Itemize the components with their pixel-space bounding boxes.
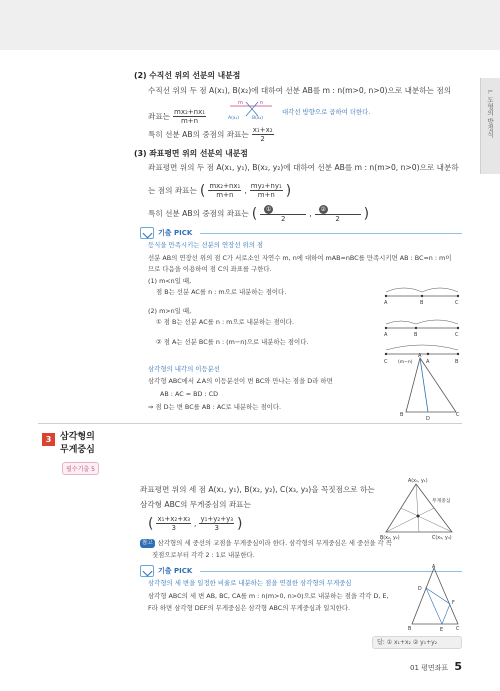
heading-plane-division: (3) 좌표평면 위의 선분의 내분점	[134, 149, 248, 158]
svg-text:A: A	[418, 353, 422, 359]
svg-text:C: C	[384, 359, 388, 365]
fraction-numerator: mx₂+nx₁	[174, 108, 206, 116]
chapter-side-tab[interactable]	[480, 78, 500, 174]
pick-label: 기출 PICK	[158, 229, 193, 237]
line-division-fraction	[173, 108, 206, 125]
pick1-case1-head: (1) m<n일 때,	[148, 277, 192, 285]
svg-text:B: B	[420, 300, 424, 306]
bisector-triangle-diagram	[398, 352, 462, 422]
svg-text:A: A	[384, 300, 388, 306]
segment-case-1	[384, 288, 459, 306]
blank-2[interactable]: ②	[320, 206, 326, 213]
pick2-triangle-diagram	[408, 564, 462, 632]
pick-check-icon	[140, 227, 154, 239]
fraction-denominator: 3	[171, 524, 176, 532]
centroid-y-fraction	[199, 515, 234, 532]
heading-line-division: (2) 수직선 위의 선분의 내분점	[134, 71, 241, 80]
chapter-side-tab-label: I. 도형의 방정식	[486, 90, 494, 138]
svg-text:B: B	[408, 627, 412, 632]
svg-text:C: C	[456, 412, 460, 418]
svg-text:D: D	[426, 416, 430, 422]
plane-y-fraction	[250, 182, 283, 199]
section-title-line2: 무게중심	[60, 445, 95, 455]
page-number: 5	[454, 660, 463, 673]
line-division-desc: 수직선 위의 두 점 A(x₁), B(x₂)에 대하여 선분 AB를 m : n(m>0, n>0)으로 내분하는 점의	[148, 86, 452, 95]
pick1-title: 등식을 만족시키는 선분의 연장선 위의 점	[148, 241, 264, 249]
pick1-line2: 므로 다음을 이용하여 점 C의 좌표를 구한다.	[148, 265, 272, 273]
centroid-triangle-diagram	[380, 476, 462, 540]
plane-midpoint-text: 특히 선분 AB의 중점의 좌표는	[148, 209, 249, 218]
diagram-label-n: n	[260, 100, 264, 106]
svg-text:C: C	[456, 627, 460, 632]
svg-text:A: A	[432, 565, 436, 570]
note-badge: 참고	[142, 540, 153, 546]
centroid-x-fraction	[156, 515, 191, 532]
fraction-denominator: m+n	[216, 191, 234, 199]
must-badge[interactable]: 필수기출 5	[62, 462, 99, 475]
pick1-case2-b: ② 점 A는 선분 BC를 n : (m−n)으로 내분하는 점이다.	[156, 338, 309, 346]
section-number-badge: 3	[42, 433, 55, 446]
bisector-title: 삼각형의 내각의 이등분선	[148, 365, 220, 373]
section-title	[60, 431, 95, 457]
centroid-note2: 짓점으로부터 각각 2 : 1로 내분한다.	[152, 551, 255, 559]
fraction-denominator: 2	[335, 215, 340, 223]
line-division-formula	[148, 108, 206, 125]
centroid-desc: 좌표평면 위의 세 점 A(x₁, y₁), B(x₂, y₂), C(x₃, y₃)을 꼭짓점으로 하는	[140, 485, 375, 494]
pick-header-1	[140, 227, 192, 239]
line-midpoint-text: 특히 선분 AB의 중점의 좌표는	[148, 129, 249, 139]
line-midpoint	[148, 126, 274, 143]
svg-text:(m−n): (m−n)	[398, 360, 413, 365]
pick-check-icon	[140, 565, 154, 577]
svg-text:B: B	[455, 359, 459, 365]
svg-text:C: C	[455, 332, 459, 338]
fraction-numerator: y₁+y₂+y₃	[200, 515, 234, 523]
pick1-case2-head: (2) m>n일 때,	[148, 307, 192, 315]
plane-division-formula: 는 점의 좌표는 ( $\frac{\text{mx₂+nx₁}}{m+n}$ , $\frac{\text{my₂+ny₁}}{m+n}$ )	[148, 182, 292, 199]
pick1-case1-body: 점 B는 선분 AC를 n : m으로 내분하는 점이다.	[156, 288, 287, 296]
blank-fraction-2	[315, 205, 361, 223]
svg-text:B: B	[400, 412, 404, 418]
pick1-case2-a: ① 점 B는 선분 AC를 n : m으로 내분하는 점이다.	[156, 318, 295, 326]
bisector-line1: 삼각형 ABC에서 ∠A의 이등분선이 변 BC와 만나는 점을 D라 하면	[148, 377, 333, 385]
bisector-line3: ⇒ 점 D는 변 BC를 AB : AC로 내분하는 점이다.	[148, 403, 282, 411]
pick1-line1: 선분 AB의 연장선 위의 점 C가 서로소인 자연수 m, n에 대하여 mAB=nBC를 만족시키면 AB : BC=n : m이	[148, 254, 452, 262]
centroid-label-b: B(x₂, y₂)	[380, 536, 400, 540]
pick2-line2: F라 하면 삼각형 DEF의 무게중심은 삼각형 ABC의 무게중심과 일치한다.	[148, 604, 351, 612]
fraction-denominator: 2	[280, 215, 286, 223]
bisector-line2: AB : AC = BD : CD	[160, 390, 219, 398]
diagram-label-a: A(x₁)	[228, 116, 240, 120]
centroid-note1: 삼각형의 세 중선의 교점을 무게중심이라 한다. 삼각형의 무게중심은 세 중선을 각 꼭	[157, 539, 392, 547]
pick2-title: 삼각형의 세 변을 일정한 비율로 내분하는 점을 연결한 삼각형의 무게중심	[148, 579, 352, 587]
centroid-formula: ( $\frac{\text{x₁+x₂+x₃}}{3}$ , $\frac{\text{y₁+y₂+y₃}}{3}$ )	[148, 515, 243, 532]
chapter-name: 01 평면좌표	[410, 664, 449, 672]
fraction-denominator: m+n	[257, 191, 275, 199]
fraction-numerator: mx₂+nx₁	[209, 182, 241, 190]
answer-hint: 답: ① x₁+x₂ ② y₁+y₂	[372, 636, 462, 649]
pick-label: 기출 PICK	[158, 567, 193, 575]
line-midpoint-fraction	[252, 126, 274, 143]
fraction-numerator: my₂+ny₁	[250, 182, 282, 190]
plane-x-fraction	[208, 182, 241, 199]
plane-division-desc2: 는 점의 좌표는	[148, 185, 197, 195]
coord-prefix: 좌표는	[148, 111, 171, 121]
pick2-line1: 삼각형 ABC의 세 변 AB, BC, CA를 m : n(m>0, n>0)으로 내분하는 점을 각각 D, E,	[148, 592, 389, 600]
cross-multiply-diagram	[226, 98, 276, 120]
centroid-desc2: 삼각형 ABC의 무게중심의 좌표는	[140, 500, 251, 509]
centroid-label-c: C(x₃, y₃)	[432, 536, 452, 540]
pick-divider	[200, 233, 462, 234]
pick-header-2	[140, 565, 192, 577]
blank-fraction-1	[260, 205, 306, 223]
fraction-numerator: x₁+x₂	[252, 126, 273, 134]
centroid-note	[140, 539, 392, 548]
svg-text:C: C	[455, 300, 459, 306]
svg-text:A: A	[384, 332, 388, 338]
plane-division-desc: 좌표평면 위의 두 점 A(x₁, y₁), B(x₂, y₂)에 대하여 선분 AB를 m : n(m>0, n>0)으로 내분하	[148, 163, 459, 172]
segment-case-2a	[384, 320, 459, 338]
section-title-line1: 삼각형의	[60, 432, 95, 442]
svg-text:E: E	[440, 628, 444, 632]
fraction-denominator: 2	[260, 135, 265, 143]
blank-1[interactable]: ①	[266, 206, 272, 213]
centroid-label-a: A(x₁, y₁)	[408, 479, 428, 484]
fraction-denominator: m+n	[180, 117, 199, 125]
section-divider	[38, 423, 462, 424]
fraction-denominator: 3	[214, 524, 219, 532]
plane-midpoint: 특히 선분 AB의 중점의 좌표는 ( $\frac{\text{①}}{2}$ , $\frac{\text{②}}{2}$ )	[148, 206, 370, 223]
svg-text:F: F	[452, 601, 455, 606]
centroid-label-g: 무게중심	[432, 499, 451, 504]
top-band	[0, 0, 500, 50]
cross-multiply-note: 대각선 방향으로 곱하여 더한다.	[282, 108, 371, 116]
svg-text:D: D	[418, 587, 422, 592]
diagram-label-b: B(x₂)	[252, 116, 264, 120]
diagram-label-m: m	[238, 100, 243, 106]
page-footer	[410, 660, 462, 673]
fraction-numerator: x₁+x₂+x₃	[157, 515, 191, 523]
svg-text:A: A	[426, 359, 430, 365]
svg-text:B: B	[414, 332, 418, 338]
